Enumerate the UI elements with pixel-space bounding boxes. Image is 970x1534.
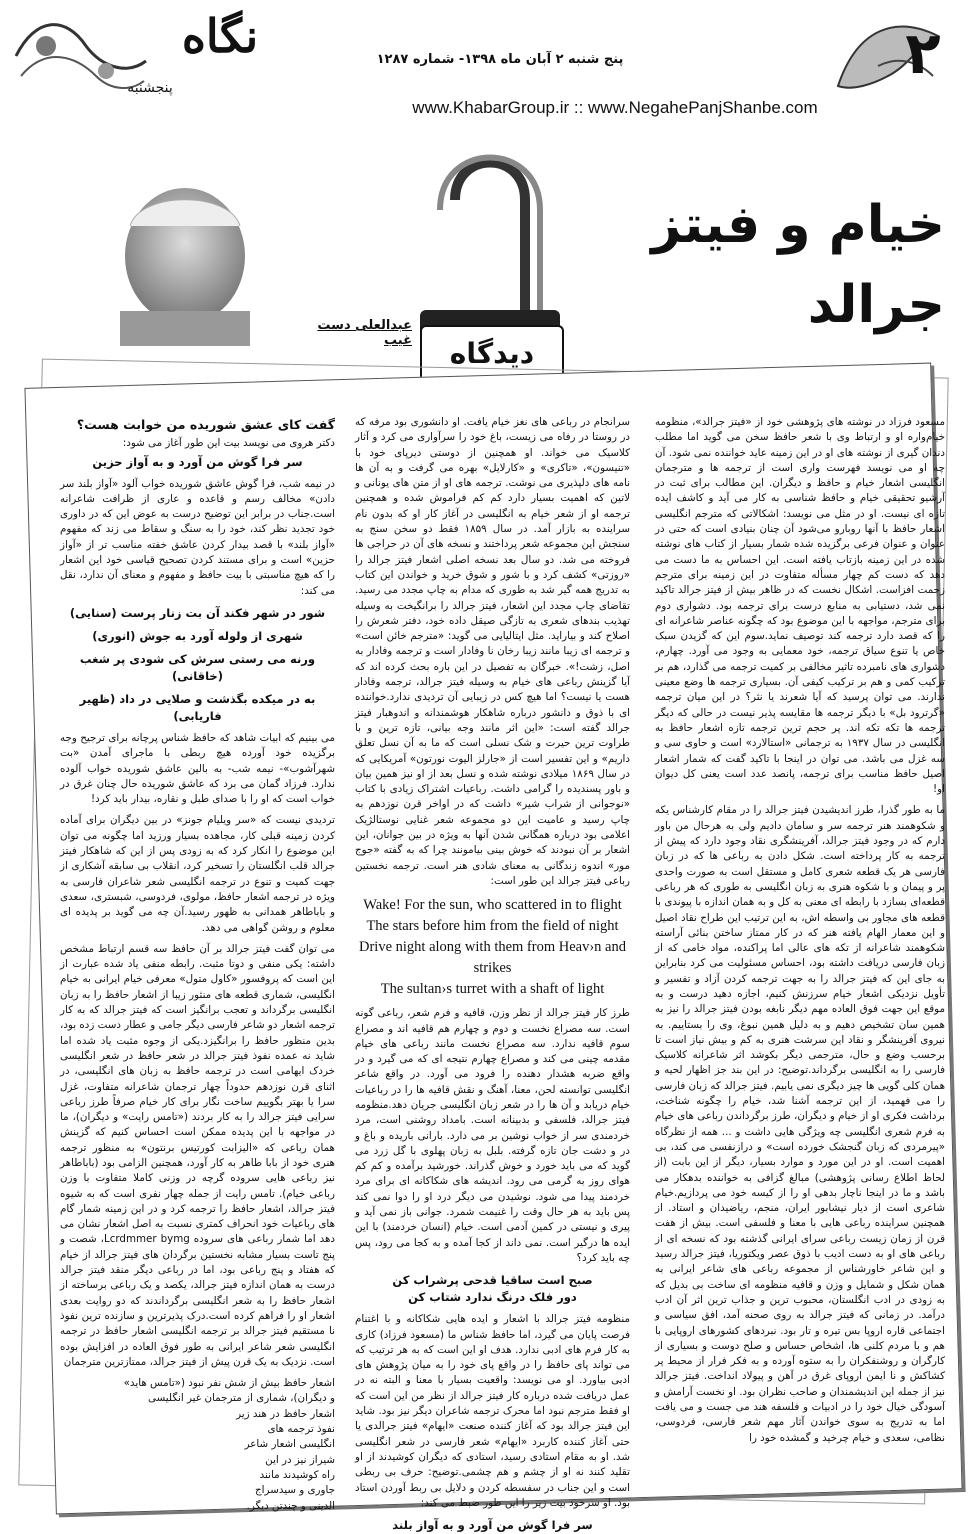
persian-verse: سر فرا گوش من آورد و به آواز حزین [92, 454, 303, 469]
persian-verse: ورنه می رستی سرش کی شودی پر شغب (خاقانی) [79, 651, 316, 683]
text-line: شیراز نیز در این [265, 1453, 335, 1466]
paragraph: سرانجام در رباعی های نغز خیام یافت. او دانشوری بود مرفه که در روستا در رفاه می زیست، باغ خود را سرآواری می کرد و آثار کلاسیک می خواند. او همچنین از دوستی دیرپای خود با «تنیسون»، «تاکری» و «کارلایل» بهره می گرفت و به آن ها نامه های دلپذیری می نوشت. ترجمه های او از متن های یونانی و لاتین که اهمیت بسیار دارد کم کم فراموش شده و همچنین ترجمه او از شعر خیام به انگلیسی در آغاز کار او که بدون نام سراینده به بازار آمد. در سال ۱۸۵۹ فقط دو سخن سنج به سنجش این مجموعه شعر پرداختند و نسخه های آن در حراجی ها فروخته می شد. دو سال بعد نسخه اصلی اشعار فیتز جرالد را «روزتی» کشف کرد و با شور و شوق خرید و خواندن این کتاب به تدریج همه گیر شد به طوری که مدام به چاپ مجدد می رسید. تقاضای چاپ مجدد این اشعار، فیتز جرالد را برانگیخت به وسیله تهذیب بندهای شعری به تازگی صیقل داده خود، دفتر شعرش را اصلاح کند و بیاراید. مثل ایتالیایی می گوید: «مترجم خائن است» و ترجمه ای زیبا مانند زیبا رخان نا وفادار است و ترجمه وفادار به اصل، زشت!». خبرگان به تفصیل در این باره بحث کرده اند که آیا گزینش رباعی های خیام به وسیله فیتز جرالد، ترجمه وفادار هست یا نیست؟ اما هیچ کس در زیبایی آن تردیدی ندارد.خواننده ای با ذوق و دانشور درباره شاهکار هوشمندانه و اندوهبار فیتز جرالد گفته است: «این اثر مانند وجه بیانی، تازه ترین و با طراوت ترین حیرت و شک نسلی است که ما به آن نسل تعلق داریم» و این تفسیر است از «جارلز الیوت نورتون» آمریکایی که در سال ۱۸۶۹ میلادی نوشته شده و نسل بعد از او نیز همین بیان و باور پسندیده را گرامی داشت. رباعیات اشتراک زیادی با کتاب «نوجوانی از شراب شیر» داشت که در اواخر قرن نوزدهم به چاپ رسید و عامیت این دو مجموعه شعر غنایی نوستالژیک اعلامی بود درباره همگانی شدن آنها به ویژه در بین جوانان، این اشعار بر آن نبودند که خوش بینی بیامونند چرا که به گفته «جوج مور» اندوه زندگانی به معنای شادی هنر است. ترجمه نخستین رباعی فیتز جرالد این طور است: [355, 416, 630, 887]
persian-verse: شور در شهر فکند آن بت زنار پرست (سنایی) [69, 605, 326, 620]
article-column-middle [355, 415, 630, 1533]
paragraph: دکتر هروی می نویسد بیت این طور آغاز می شود: [122, 437, 335, 450]
article-column-right [655, 415, 945, 1495]
text-line: و دیگران)، شماری از مترجمان غیر انگلیسی [148, 1392, 335, 1405]
persian-verse: به در میکده بگذشت و صلایی در داد (ظهیر فاریابی) [79, 691, 316, 723]
text-line: اشعار حافظ بیش از شش نفر نبود («تامس هاید» [123, 1377, 335, 1390]
verse-line: Wake! For the sun, who scattered in to flight [363, 897, 622, 914]
text-line: اشعار حافظ در هند زیر [236, 1407, 335, 1420]
verse-line: The stars before him from the field of night [366, 918, 619, 935]
logo-subtitle: پنجشنبه [127, 80, 173, 96]
persian-verse: شهری از ولوله آورد به جوش (انوری) [92, 628, 303, 643]
website-urls: www.KhabarGroup.ir :: www.NegahePanjShanbe.com [412, 98, 818, 117]
paragraph: می بینیم که ابیات شاهد که حافظ شناس پرچانه برای ترجیح وجه برگزیده خود آورده هیچ ربطی با ماجرای آمدن «بت شهرآشوب»- نیمه شب- به بالین عاشق شوریده خواب آلوده ندارد. فرزاد گمان می برد که عاشق شوریده حال چنان غرق در خواب است که او را با صدای طبل و نقاره، بیدار باید کرد! [60, 731, 335, 806]
text-line: راه کوشیدند مانند [259, 1468, 335, 1481]
text-line: انگلیسی اشعار شاعر [244, 1438, 335, 1451]
persian-verse: صبح است ساقیا قدحی پرشراب کن دور فلک درنگ ندارد شتاب کن [392, 1273, 593, 1305]
section-label: دیدگاه [420, 325, 564, 383]
page-number: ۲ [905, 19, 941, 87]
article-column-left [60, 415, 335, 1512]
text-line: نفوذ ترجمه های [267, 1423, 335, 1436]
text-line: الدینی و چندتن دیگر. [246, 1499, 335, 1512]
verse-line: Drive night along with them from Heav›n and strikes [359, 939, 626, 977]
article-title: خیام و فیتز جرالد [651, 195, 945, 335]
text-line: جاوری و سیدسراج [255, 1484, 335, 1497]
column-heading: گفت کای عشق شوریده من خوابت هست؟ [76, 417, 335, 432]
logo: نگاه [181, 9, 259, 63]
persian-verse: سر فرا گوش من آورد و به آواز بلند [392, 1518, 593, 1533]
column-ending [60, 1376, 335, 1514]
paragraph: می توان گفت فیتز جرالد بر آن حافظ سه قسم ارتباط مشخص داشته: یکی منفی و دوتا مثبت. رابطه منفی یاد شده عبارت از این است که پروفسور «کاول متول» معرفی خیام ایرانی به خیام انگلیسی، شماری قطعه های منثور زیبا از اشعار حافظ را به زبان انگلیسی برگرداند و تعجب برانگیز است که فیتز جرالد که به کار ترجمه اشعار دو شاعر فارسی دیگر جامی و عطار دست زده بود، بدین منظور حافظ را برانگیزد.یکی از وجوه مثبت یاد شده اما شاید نه عمده نفوذ فیتز جرالد در شعر حافظ در شعر انگلیسی خردک ایهامی است در ترجمه حافظ به زبان های انگلیسی، در اثنای قرن نوزدهم حدوداً چهار ترجمان شاعرانه متفاوت، غزل سرا یا بهتر بگوییم ساخت نگار برای کار خیام صرفاً طرز رباعی سرایی فیتز جرالد را به کار بردند («تامس رایت» و دیگران)، ما در مواجهه با این پدیده ممکن است احساس کنیم که گزینش همان رباعی که «الیزابت کورتیس برنتون» به منظور ترجمه هنری خود از بابا طاهر به کار آورد، همچنین الزامی بود (باباطاهر نیز رباعی هایی سروده گرچه در وزنی کاملا متفاوت با وزن رباعی خیام). تامس رایت از جمله چهار نفری است که به شیوه فیتز جرالد، اشعار حافظ را ترجمه کرد و در این زمینه شمار گام های رباعیات خود انحراف کمتری نسبت به اصل اشعار نشان می دهد اما شمار رباعی های سروده Lcrdmmer bymg، شصت و پنج تاست بسیار مشابه نخستین برگردان های فیتز جرالد از خیام که هفتاد و پنج رباعی بود، اما در رباعی دیگر منقد فیتز جرالد درست به همان اندازه فیتز جرالد، یکصد و یک رباعی برساخته از اشعار حافظ را به شعر انگلیسی برگرداندند که دو روایت بعدی اشعار او را فراهم کرده است.درک پذیرترین و سازنده ترین نفوذ نا مستقیم فیتز جرالد بر ترجمه انگلیسی اشعار حافظ در ترجمه انگلیسی شعر شاعر ایرانی به طور فوق العاده در افزایش بوده است. نزدیک به یک قرن پیش از فیتز جرالد، ممتازترین مترجمان [60, 942, 335, 1368]
paragraph: طرز کار فیتز جرالد از نظر وزن، قافیه و فرم شعر، رباعی گونه است. سه مصراع نخست و دوم و چهارم هم قافیه اند و مصراع سوم قافیه ندارد. سه مصراع نخست مانند رباعی های خیام مقدمه چینی می کند و مصراع چهارم نتیجه ای که می گیرد و در واقع ضربه هشدار دهنده را فرود می آورد. در واقع شاعر انگلیسی توانسته لحن، معنا، آهنگ و نقش قافیه ها را در رباعیات خیام دریابد و آن ها را در شعر زبان انگلیسی جریان دهد.منظومه فیتز جرالد، فلسفی و بدبینانه است. بامداد روشنی است، مرد خردمندی سر از خواب نوشین بر می دارد. بارانی باریده و باغ و در و دشت جان تازه گرفته. بلبل به زبان پهلوی با گل زرد می گوید که می باید خورد و خوش گذراند. خورشید برآمده و کم کم هوای روز به گرمی می رود. اندیشه های شکاکانه ای برای مرد خردمند پیدا می شود. نوشیدن می دیگر درد او را دوا نمی کند پس باید به هر حال وقت را غنیمت شمرد. جوانی باز نمی آید و پیری و نیستی در کمین آدمی است. خیام (انسان خردمند) با این ایده ها درگیر است. نمی داند از کجا آمده و به کجا می رود، پس چه باید کرد؟ [355, 1007, 630, 1264]
verse-line: The sultan›s turret with a shaft of light [380, 981, 605, 998]
paragraph: مسعود فرزاد در نوشته های پژوهشی خود از «فیتز جرالد»، منظومه خیام‌واره او و ارتباط وی با شعر حافظ سخن می گوید اما مطلب دندان گیری از نوشته های او در این زمینه عاید خواننده نمی شود. آن چه او می نویسد فهرست واری است از ترجمه ها و مترجمان انگلیسی اشعار خیام و حافظ و دیگران. این مطالب برای ثبت در آرشیو تحقیقی خیام و حافظ شناسی به کار می آید و کاشف ایده تازه ای نیست. او در مثل می نویسد: اشکالاتی که مترجم انگلیسی اشعار حافظ با آنها روبارو می‌شود آن چنان بنیادی است که حتی در عنوان و عنوان فرعی برگزیده شده شمار بسیار از کتاب های نوشته شده در این زمینه بازتاب یافته است. این احساس به ما دست می دهد که دست کم چهار مسأله متفاوت در این زمینه برای مترجم زحمت افزاست. اشکال نخست که در ظاهر بیش از فیتز جرالد تاکید نمی شد، دستیابی به منابع درست برای ترجمه بود. دشواری دوم برای مترجم، مواجهه با این موضوع بود که چگونه عناصر شاعرانه ای را که قصد دارد ترجمه کند توصیف نماید.سوم این که گزیدن سبک خاص یا تنوع سیاق ترجمه، خود معمایی به وجود می آورد. چهارم، دشواری های نامبرده تاثیر مخالفی بر کمیت ترجمه می گذارد، هم بر ترکیب کمی و هم بر ترکیب کیفی آن. بسیاری ترجمه ها وضع معینی ندارند. می توان پرسید که آیا شعرند یا نثر؟ در این میان ترجمه «گرترود بل» با دیگر ترجمه ها مقایسه پذیر نیست در حالی که دیگر ترجمه ها تکه تکه اند. پر حجم ترین ترجمه تازه اشعار حافظ به انگلیسی در سال ۱۹۳۷ به ترجمانی «استالارد» است و حاوی سی و سه غزل می باشد. می توان در اینجا با تاکید گفت که شمار اشعار اصیل حافظ مناسب برای ترجمه، پانصد عدد است یعنی کل دیوان او! [655, 416, 945, 796]
paragraph: ما به طور گذرا، طرز اندیشیدن فیتز جرالد را در مقام کارشناس یکه و شکوهمند هنر ترجمه سر و سامان دادیم ولی به هرحال من باور دارم که در وجود فیتز جرالد، آفرینشگری نقاد وجود دارد که پیش از ترجمه به کار پرداخته است. شکل دادن به رباعی ها که در زبان فارسی هر یک قطعه شعری کامل و مستقل است به صورت واحدی پر و پیمان و با شکوه هنری به زبان انگلیسی به طوری که هر رباعی قطعه‌ای بسازد با رابطه ای معنی به کل و به همان اندازه با پیوندی با قطعه های مجاور بی واسطه اش، به این ترتیب این طراح نقاد اصیل و این معمار الهام یافته هنر که در کار ممتاز ساختن بنائی آراسته شکوهمند شاعرانه از تکه های عالی اما پراکنده، مواد خامی که از زبان فارسی دریافت داشته بود، احساس مسئولیت می کرد بنابراین به جای این که فیتز جرالد را به جهت ترجمه کردن آزاد و تفسیر و تأویل نزدیکی اشعار خیام سرزنش کنیم، اجازه دهید درست و به موقع این جهت فوق العاده مهم دیگر نابغه بودن فیتز جرالد را نیز به همین سان تشخیص دهیم و به دلیل همین نبوغ، وی را بستاییم. به نیروی آفرینشگر و نقاد این سرشت هنری به کم و بیش نیاز است تا برحسب وضع و حال، مترجمی دیگر بکوشد اثر شاعرانه کلاسیک فارسی را به انگلیسی برگرداند.توضیح: در این بند جز اظهار لحیه و همان کلی گویی ها چیز دیگری نمی یابیم. فیتز جرالد که زبان فارسی را می فهمید، از این ترجمه آشنا شد، خیام را چگونه شناخت، برداشت فکری او از خیام و دیگران، طرز برگرداندن رباعی های خیام به فرم شعری انگلیسی چه ویژگی هایی داشت و ... همه از نظرگاه «پیرمردی که زبان گنجشک خورده است» و درازنفسی می کند، بی اهمیت است. او در این مورد و موارد بسیار، دیگر از این بابت (از لحاظ اطلاع رسانی پژوهشی) مبالغ گزافی به خواننده بدهکار می باشد و ما در اینجا ناچار بدهی او را از کیسه خود می پردازیم.خیام شاعری است از دیار نیشابور ایران، منجم، ریاضیدان و استاد. از همچنین سراینده رباعی هایی با معنا و فلسفی است. بیش از هفت قرن از زمان زیست رباعی سرای ایرانی گذشته بود که نسخه ای از رباعی های او به دست ادیب با ذوق عصر ویکتوریا، فیتز جرالد رسید و این شاعر خاورشناس از مجموعه رباعی های شاعر ایرانی به همان شکل و شمایل و وزن و قافیه منظومه ای ساخت بی بدیل که به زودی در ادب انگلستان، محبوب ترین و جذاب ترین اثر آن ادب درآمد. در زمانی که فیتز جرالد به روی صحنه آمد، افق سیاسی و اجتماعی قاره اروپا بس تیره و تار بود. نبردهای کشورهای اروپایی با هم و با مردم کلنی ها، اشخاص حساس و صلح دوست و بسیاری از کارگران و روشنفکران را به ستوه آورده و به فکر فرار از محیط پر کشاکش و نا ایمن اروپای غرق در آهن و پیولاد انداخت. فیتز جرالد نیز از جمله این اندیشمندان و صاحب نظران بود. او نخست آرامش و آسودگی خیال خود را در ادبیات و فلسفه هند می جست و می یافت اما به تدریج به سوی خواندن آثار مهم شعر فارسی، فردوسی، نظامی، سعدی و خیام چرخید و گمشده خود را [655, 804, 945, 1444]
paragraph: منظومه فیتز جرالد با اشعار و ایده هایی شکاکانه و با اغتنام فرصت پایان می گیرد، اما حافظ شناس ما (مسعود فرزاد) کاری به کار فرم های ادبی ندارد. هدف او این است که به هر ترتیب که می تواند پای حافظ را در واقع پای خود را به میان پژوهش های ادبی بیاورد. او می نویسد: واقعیت بسیار با معنا و البته نه در عمل دریافت شده درباره کار فیتز جرالد از نظر من این است که او فقط مترجم نبود اما محرک ترجمه شاعران دیگر نیز بود. شاید این فیتز جرالد بود که آغاز کننده صنعت «ایهام» فیتز جرالدی یا حتی آغاز کننده کاربرد «ایهام» شعر فارسی در شعر انگلیسی شد. او به مقام استادی رسید، استادی که دیگران کوشیدند از او تقلید کنند نه او از چشم و هم چشمی.توضیح: حرف بی ربطی است و این جناب در سفسطه کردن و دلایل بی ربط آوردن استاد بود. او سرخود بیت زیر را این طور ضبط می کند: [355, 1313, 630, 1509]
author-name: عبدالعلی دست غیب [317, 318, 412, 348]
masthead [0, 0, 970, 118]
issue-date-line: پنج شنبه ۲ آبان ماه ۱۳۹۸- شماره ۱۲۸۷ [376, 52, 624, 67]
paragraph: تردیدی نیست که «سر ویلیام جونز» در بین دیگران برای آماده کردن زمینه قبلی کار، مجاهده بسیار ورزید اما چگونه می توان این موضوع را انکار کرد که به زودی پس از این که شاهکار فیتز جرالد قلب انگلستان را تسخیر کرد، انقلاب بی سابقه آشکاری از جهت کمیت و تنوع در ترجمه انگلیسی شعر شاعران فارسی به ویژه در ترجمه اشعار حافظ، مولوی، فردوسی، شبستری، سعدی و باباطاهر همدانی به ظهور رسید.آن چه می گوید بر پدیده ای معلوم و روشن گواهی می دهد. [60, 814, 335, 934]
english-verse [355, 895, 630, 1000]
paragraph: در نیمه شب، فرا گوش عاشق شوریده خواب آلود «آواز بلند سر دادن» مخالف رسم و قاعده و عاری از ظرافت شاعرانه است.جناب در برابر این توضیح درست به عوض این که در داوری خود تجدید نظر کند، خود را به سنگ و سقاط می زند که مفهوم «آواز بلند» با قصد بیدار کردن عاشق خفته مناسب تر از «آواز حزین» است و برای مستند کردن تصحیح قیاسی خود این اشعار را که هیچ مناسبتی با بیت حافظ و مفهوم و معنای آن ندارد، نقل می کند: [60, 477, 335, 597]
author-photo [80, 186, 290, 346]
